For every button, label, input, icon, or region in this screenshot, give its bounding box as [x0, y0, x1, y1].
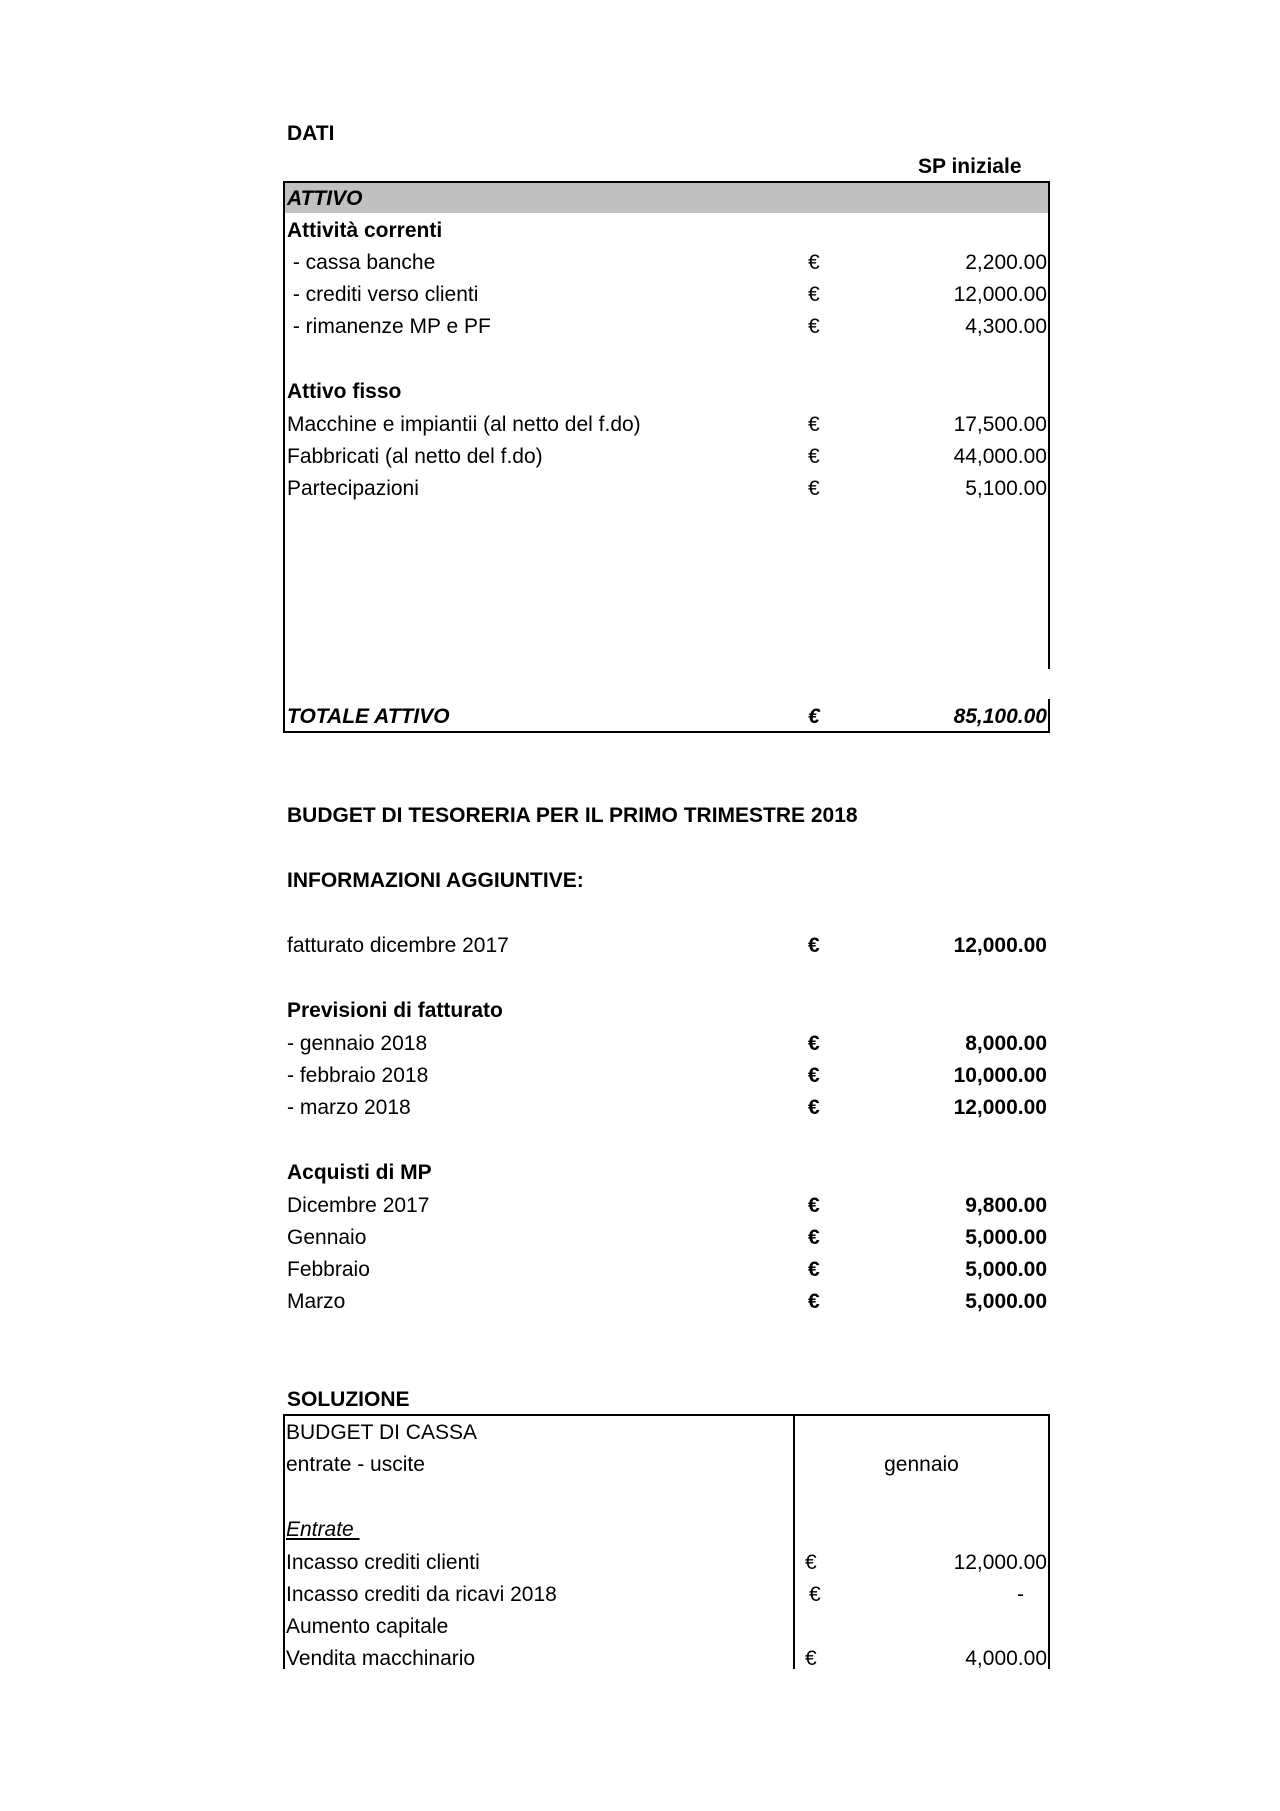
currency-symbol: € — [808, 445, 820, 468]
row-value: 5,000.00 — [965, 1290, 1047, 1313]
currency-symbol: € — [805, 1551, 817, 1574]
row-value: 4,000.00 — [965, 1647, 1047, 1670]
row-value: 12,000.00 — [953, 1096, 1047, 1119]
totale-label: TOTALE ATTIVO — [287, 705, 450, 728]
soluzione-box-right-border — [1048, 1414, 1050, 1669]
row-label: - febbraio 2018 — [287, 1064, 429, 1087]
row-label: Vendita macchinario — [286, 1647, 476, 1670]
row-label: - rimanenze MP e PF — [287, 315, 491, 338]
fatturato-dicembre-row — [287, 934, 1047, 958]
currency-symbol: € — [808, 1258, 820, 1281]
previsione-row — [287, 1032, 1047, 1056]
attivo-row — [287, 283, 1047, 307]
row-label: Febbraio — [287, 1258, 370, 1281]
row-value: 4,300.00 — [965, 315, 1047, 338]
currency-symbol: € — [808, 705, 820, 728]
row-label: - cassa banche — [287, 251, 436, 274]
attivo-fisso-heading: Attivo fisso — [287, 380, 402, 403]
soluzione-box-top-border — [283, 1414, 1050, 1416]
row-label: Aumento capitale — [286, 1615, 449, 1638]
row-label: - gennaio 2018 — [287, 1032, 428, 1055]
row-label: - marzo 2018 — [287, 1096, 411, 1119]
row-value: 5,100.00 — [965, 477, 1047, 500]
row-value: - — [1017, 1583, 1024, 1606]
currency-symbol: € — [808, 413, 820, 436]
row-value: 12,000.00 — [953, 934, 1047, 957]
attivo-row — [287, 251, 1047, 275]
totale-value: 85,100.00 — [953, 705, 1047, 728]
row-label: Dicembre 2017 — [287, 1194, 430, 1217]
soluzione-row — [286, 1615, 1047, 1639]
currency-symbol: € — [808, 315, 820, 338]
row-value: 12,000.00 — [953, 283, 1047, 306]
budget-cassa-header: BUDGET DI CASSA — [286, 1421, 477, 1444]
currency-symbol: € — [808, 934, 820, 957]
attivo-row — [287, 315, 1047, 339]
soluzione-title: SOLUZIONE — [287, 1388, 410, 1411]
row-value: 9,800.00 — [965, 1194, 1047, 1217]
currency-symbol: € — [805, 1647, 817, 1670]
soluzione-row — [286, 1647, 1047, 1671]
row-label: Marzo — [287, 1290, 346, 1313]
row-value: 12,000.00 — [953, 1551, 1047, 1574]
attivo-box-right-border-upper — [1048, 181, 1050, 669]
currency-symbol: € — [808, 251, 820, 274]
month-header: gennaio — [884, 1453, 959, 1476]
currency-symbol: € — [808, 1096, 820, 1119]
row-value: 10,000.00 — [953, 1064, 1047, 1087]
row-label: fatturato dicembre 2017 — [287, 934, 509, 957]
soluzione-row — [286, 1583, 1047, 1607]
attivo-box-bottom-border — [283, 731, 1050, 733]
currency-symbol: € — [808, 283, 820, 306]
currency-symbol: € — [808, 1290, 820, 1313]
info-heading: INFORMAZIONI AGGIUNTIVE: — [287, 869, 584, 892]
dati-title: DATI — [287, 122, 335, 145]
attivita-correnti-heading: Attività correnti — [287, 219, 443, 242]
row-label: Partecipazioni — [287, 477, 419, 500]
currency-symbol: € — [808, 1194, 820, 1217]
row-value: 8,000.00 — [965, 1032, 1047, 1055]
totale-attivo-row — [287, 705, 1047, 729]
acquisti-heading: Acquisti di MP — [287, 1161, 432, 1184]
entrate-label: Entrate — [286, 1518, 360, 1541]
attivo-box-left-border — [283, 181, 285, 733]
acquisto-row — [287, 1194, 1047, 1218]
row-value: 2,200.00 — [965, 251, 1047, 274]
row-label: Incasso crediti clienti — [286, 1551, 480, 1574]
soluzione-row — [286, 1551, 1047, 1575]
soluzione-box-left-border — [283, 1414, 285, 1669]
row-label: Macchine e impiantii (al netto del f.do) — [287, 413, 641, 436]
previsione-row — [287, 1096, 1047, 1120]
attivo-label: ATTIVO — [287, 187, 363, 210]
row-value: 5,000.00 — [965, 1258, 1047, 1281]
currency-symbol: € — [808, 477, 820, 500]
currency-symbol: € — [808, 1064, 820, 1087]
acquisto-row — [287, 1258, 1047, 1282]
attivo-row — [287, 445, 1047, 469]
attivo-header-band — [285, 182, 1049, 213]
attivo-box-top-border — [283, 181, 1050, 183]
budget-title: BUDGET DI TESORERIA PER IL PRIMO TRIMESTRE 2018 — [287, 804, 858, 827]
currency-symbol: € — [808, 1226, 820, 1249]
acquisto-row — [287, 1226, 1047, 1250]
row-label: Incasso crediti da ricavi 2018 — [286, 1583, 557, 1606]
sp-iniziale-header: SP iniziale — [918, 155, 1022, 178]
row-value: 17,500.00 — [953, 413, 1047, 436]
entrate-uscite-header: entrate - uscite — [286, 1453, 425, 1476]
acquisto-row — [287, 1290, 1047, 1314]
currency-symbol: € — [809, 1583, 821, 1606]
previsione-row — [287, 1064, 1047, 1088]
attivo-box-right-border-lower — [1048, 699, 1050, 733]
currency-symbol: € — [808, 1032, 820, 1055]
attivo-row — [287, 477, 1047, 501]
row-value: 5,000.00 — [965, 1226, 1047, 1249]
row-value: 44,000.00 — [953, 445, 1047, 468]
previsioni-heading: Previsioni di fatturato — [287, 999, 503, 1022]
row-label: Gennaio — [287, 1226, 367, 1249]
attivo-row — [287, 413, 1047, 437]
row-label: - crediti verso clienti — [287, 283, 479, 306]
row-label: Fabbricati (al netto del f.do) — [287, 445, 543, 468]
